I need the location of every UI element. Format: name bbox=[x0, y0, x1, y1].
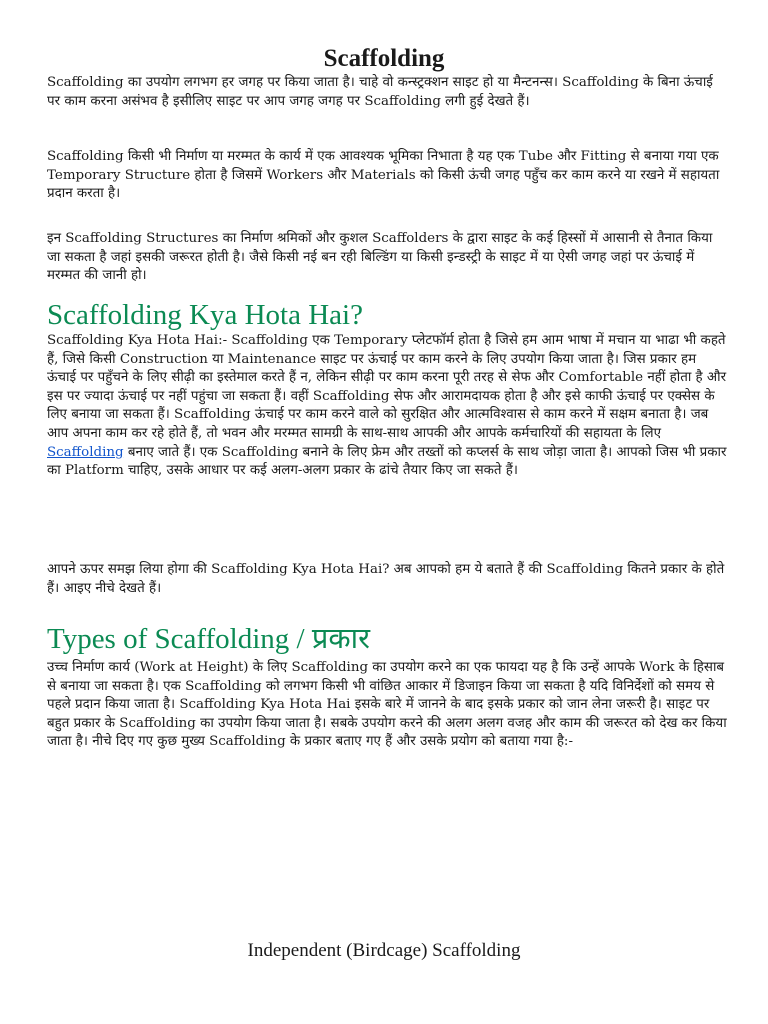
section1-paragraph-1 bbox=[47, 332, 729, 481]
section1-text-before-link: Scaffolding Kya Hota Hai:- Scaffolding एक Temporary प्लेटफॉर्म होता है जिसे हम आम भाषा में मचान या भाढा भी कहते हैं, जिसे किसी Construction या Maintenance साइट पर ऊंचाई पर काम करने के लिए उपयोग किया जाता है। जिस प्रकार हम ऊंचाई पर पहुँचने के लिए सीढ़ी का इस्तेमाल करते हैं न, लेकिन सीढ़ी पर काम करना पूरी तरह से सेफ और Comfortable नहीं होता है और इस पर ज्यादा ऊंचाई पर नहीं पहुंचा जा सकता हैं। वहीं Scaffolding सेफ और आरामदायक होता है और इसे काफी ऊंचाई पर एक्सेस के लिए बनाया जा सकता हैं। Scaffolding ऊंचाई पर काम करने वाले को सुरक्षित और आत्मविश्वास से काम करने में सक्षम बनाता है। जब आप अपना काम कर रहे होते हैं, तो भवन और मरम्मत सामग्री के साथ-साथ आपकी और आपके कर्मचारियों की सहायता के लिए bbox=[47, 333, 727, 441]
figure-caption: Independent (Birdcage) Scaffolding bbox=[247, 940, 521, 961]
page-title: Scaffolding bbox=[323, 45, 445, 72]
section2-paragraph-1: उच्च निर्माण कार्य (Work at Height) के लिए Scaffolding का उपयोग करने का एक फायदा यह है कि उन्हें आपके Work के हिसाब से बनाया जा सकता है। एक Scaffolding को लगभग किसी भी वांछित आकार में डिजाइन किया जा सकता है यदि विनिर्देशों को समय से पहले प्रदान किया जाता है। Scaffolding Kya Hota Hai इसके बारे में जानने के बाद इसके प्रकार को जान लेना जरूरी है। साइट पर बहुत प्रकार के Scaffolding का उपयोग किया जाता है। सबके उपयोग करने की अलग अलग वजह और काम की जरूरत को देख कर किया जाता है। नीचे दिए गए कुछ मुख्य Scaffolding के प्रकार बताए गए हैं और उसके प्रयोग को बताया गया है:- bbox=[47, 660, 727, 750]
intro-paragraph-3: इन Scaffolding Structures का निर्माण श्रमिकों और कुशल Scaffolders के द्वारा साइट के कई हिस्सों में आसानी से तैनात किया जा सकता है जहां इसकी जरूरत होती है। जैसे किसी नई बन रही बिल्डिंग या किसी इन्डस्ट्री के साइट में या ऐसी जगह जहां पर ऊंचाई में मरम्मत की जानी हो। bbox=[47, 231, 713, 284]
intro-paragraph-1: Scaffolding का उपयोग लगभग हर जगह पर किया जाता है। चाहे वो कन्स्ट्रक्शन साइट हो या मैन्टनन्स। Scaffolding के बिना ऊंचाई पर काम करना असंभव है इसीलिए साइट पर आप जगह जगह पर Scaffolding लगी हुई देखते हैं। bbox=[47, 75, 713, 109]
intro-paragraph-2: Scaffolding किसी भी निर्माण या मरम्मत के कार्य में एक आवश्यक भूमिका निभाता है यह एक Tube और Fitting से बनाया गया एक Temporary Structure होता है जिसमें Workers और Materials को किसी ऊंची जगह पहुँच कर काम करने या रखने में सहायता प्रदान करता है। bbox=[47, 149, 720, 202]
section-heading-kya-hota-hai: Scaffolding Kya Hota Hai? bbox=[47, 299, 363, 331]
section-heading-types: Types of Scaffolding / प्रकार bbox=[47, 623, 370, 655]
section1-paragraph-2: आपने ऊपर समझ लिया होगा की Scaffolding Kya Hota Hai? अब आपको हम ये बताते हैं की Scaffolding कितने प्रकार के होते हैं। आइए नीचे देखते हैं। bbox=[47, 562, 725, 596]
section1-text-after-link: बनाए जाते हैं। एक Scaffolding बनाने के लिए फ्रेम और तख्तों को कप्लर्स के साथ जोड़ा जाता है। आपको जिस भी प्रकार का Platform चाहिए, उसके आधार पर कई अलग-अलग प्रकार के ढांचे तैयार किए जा सकते हैं। bbox=[47, 444, 727, 479]
scaffolding-link[interactable]: Scaffolding bbox=[47, 444, 124, 460]
